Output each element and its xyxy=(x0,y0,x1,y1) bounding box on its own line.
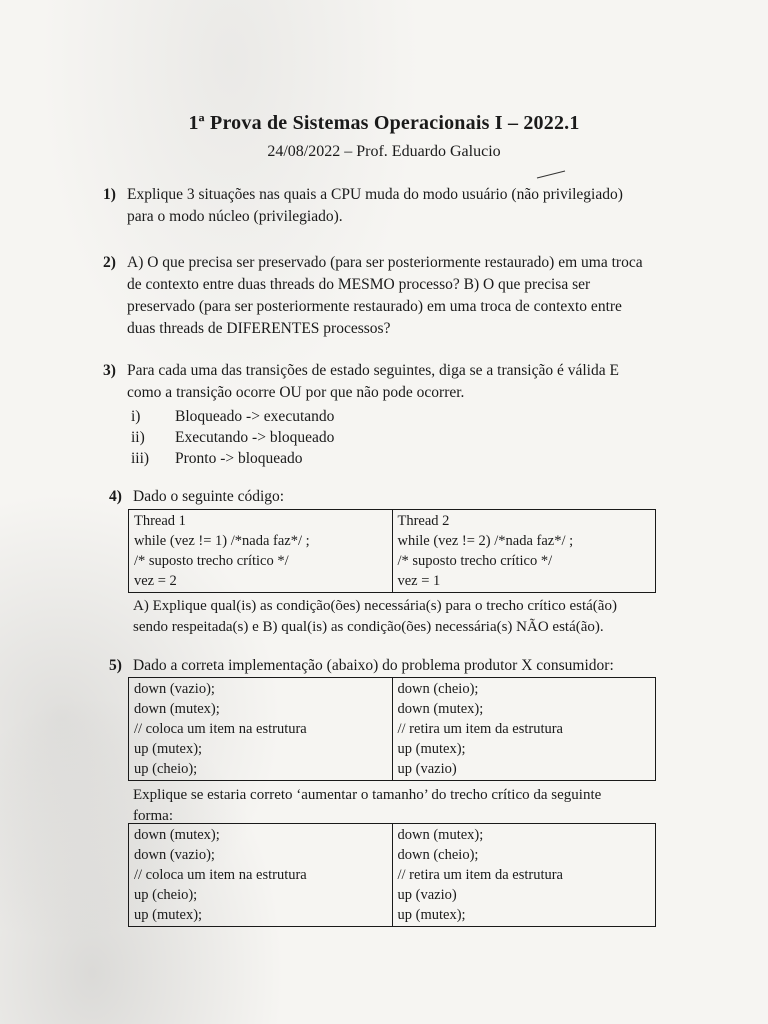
question-4 xyxy=(109,486,663,508)
code-line: up (cheio); xyxy=(134,887,198,903)
code-line: up (mutex); xyxy=(134,741,203,757)
question-2-line: duas threads de DIFERENTES processos? xyxy=(127,320,391,337)
code-line: /* suposto trecho crítico */ xyxy=(397,553,553,569)
question-2-line: de contexto entre duas threads do MESMO processo? B) O que precisa ser xyxy=(127,276,591,293)
thread-1-cell xyxy=(129,510,393,593)
code-line: vez = 1 xyxy=(397,573,441,589)
question-2-line: A) O que precisa ser preservado (para ser posteriormente restaurado) em uma troca xyxy=(127,254,643,271)
producer-cell xyxy=(129,824,393,927)
question-4-number: 4) xyxy=(109,488,122,505)
code-line: down (vazio); xyxy=(134,847,215,863)
question-1-line: Explique 3 situações nas quais a CPU muda do modo usuário (não privilegiado) xyxy=(127,186,623,203)
question-2-number: 2) xyxy=(103,254,116,271)
thread-code-table xyxy=(128,509,656,593)
code-line: vez = 2 xyxy=(134,573,177,589)
code-line: /* suposto trecho crítico */ xyxy=(134,553,289,569)
code-line: up (cheio); xyxy=(134,761,198,777)
code-line: down (mutex); xyxy=(134,701,220,717)
transition-item xyxy=(127,427,667,448)
code-line: down (mutex); xyxy=(397,827,484,843)
transition-item-text: Pronto -> bloqueado xyxy=(175,450,303,467)
question-4-intro: Dado o seguinte código: xyxy=(133,488,285,505)
question-3 xyxy=(103,360,667,469)
question-3-line: como a transição ocorre OU por que não pode ocorrer. xyxy=(127,384,465,401)
code-line: down (mutex); xyxy=(397,701,484,717)
code-line: // retira um item da estrutura xyxy=(397,867,563,883)
transition-item-text: Bloqueado -> executando xyxy=(175,408,335,425)
thread-2-cell xyxy=(392,510,656,593)
modified-producer-consumer-table xyxy=(128,823,656,927)
code-line: Thread 2 xyxy=(397,513,450,529)
transition-item-index: i) xyxy=(131,408,141,425)
exam-subtitle: 24/08/2022 – Prof. Eduardo Galucio xyxy=(267,143,501,160)
code-line: down (cheio); xyxy=(397,681,479,697)
question-2-line: preservado (para ser posteriormente restaurado) em uma troca de contexto entre xyxy=(127,298,622,315)
code-line: up (mutex); xyxy=(134,907,203,923)
question-4-line: sendo respeitada(s) e B) qual(is) as condição(ões) necessária(s) NÃO está(ão). xyxy=(133,619,604,635)
code-line: up (vazio) xyxy=(397,761,457,777)
transition-item-text: Executando -> bloqueado xyxy=(175,429,335,446)
transition-item-index: iii) xyxy=(131,450,150,467)
code-line: up (vazio) xyxy=(397,887,457,903)
code-line: down (mutex); xyxy=(134,827,220,843)
question-5 xyxy=(109,655,663,677)
scan-mark xyxy=(535,168,575,182)
question-5-intro: Dado a correta implementação (abaixo) do problema produtor X consumidor: xyxy=(133,657,614,674)
question-4-line: A) Explique qual(is) as condição(ões) necessária(s) para o trecho crítico está(ão) xyxy=(133,598,617,614)
transition-item-index: ii) xyxy=(131,429,145,446)
code-line: up (mutex); xyxy=(397,907,466,923)
code-line: Thread 1 xyxy=(134,513,186,529)
question-3-line: Para cada uma das transições de estado seguintes, diga se a transição é válida E xyxy=(127,362,619,379)
consumer-cell xyxy=(392,824,656,927)
consumer-cell xyxy=(392,678,656,781)
question-4-prompt xyxy=(133,596,663,638)
question-5-prompt xyxy=(133,785,663,827)
code-line: while (vez != 1) /*nada faz*/ ; xyxy=(134,533,310,549)
code-line: down (vazio); xyxy=(134,681,215,697)
question-1-number: 1) xyxy=(103,186,116,203)
question-5-line: Explique se estaria correto ‘aumentar o tamanho’ do trecho crítico da seguinte xyxy=(133,787,602,803)
code-line: // retira um item da estrutura xyxy=(397,721,563,737)
code-line: // coloca um item na estrutura xyxy=(134,867,307,883)
transition-list xyxy=(127,406,667,469)
question-3-number: 3) xyxy=(103,362,116,379)
code-line: while (vez != 2) /*nada faz*/ ; xyxy=(397,533,574,549)
question-5-line: forma: xyxy=(133,808,173,824)
code-line: down (cheio); xyxy=(397,847,479,863)
question-5-number: 5) xyxy=(109,657,122,674)
question-1-line: para o modo núcleo (privilegiado). xyxy=(127,208,343,225)
code-line: up (mutex); xyxy=(397,741,466,757)
question-2 xyxy=(103,252,687,340)
transition-item xyxy=(127,448,667,469)
producer-cell xyxy=(129,678,393,781)
exam-title: 1ª Prova de Sistemas Operacionais I – 2022.1 xyxy=(188,112,580,134)
transition-item xyxy=(127,406,667,427)
question-1 xyxy=(103,184,667,228)
code-line: // coloca um item na estrutura xyxy=(134,721,307,737)
producer-consumer-table xyxy=(128,677,656,781)
